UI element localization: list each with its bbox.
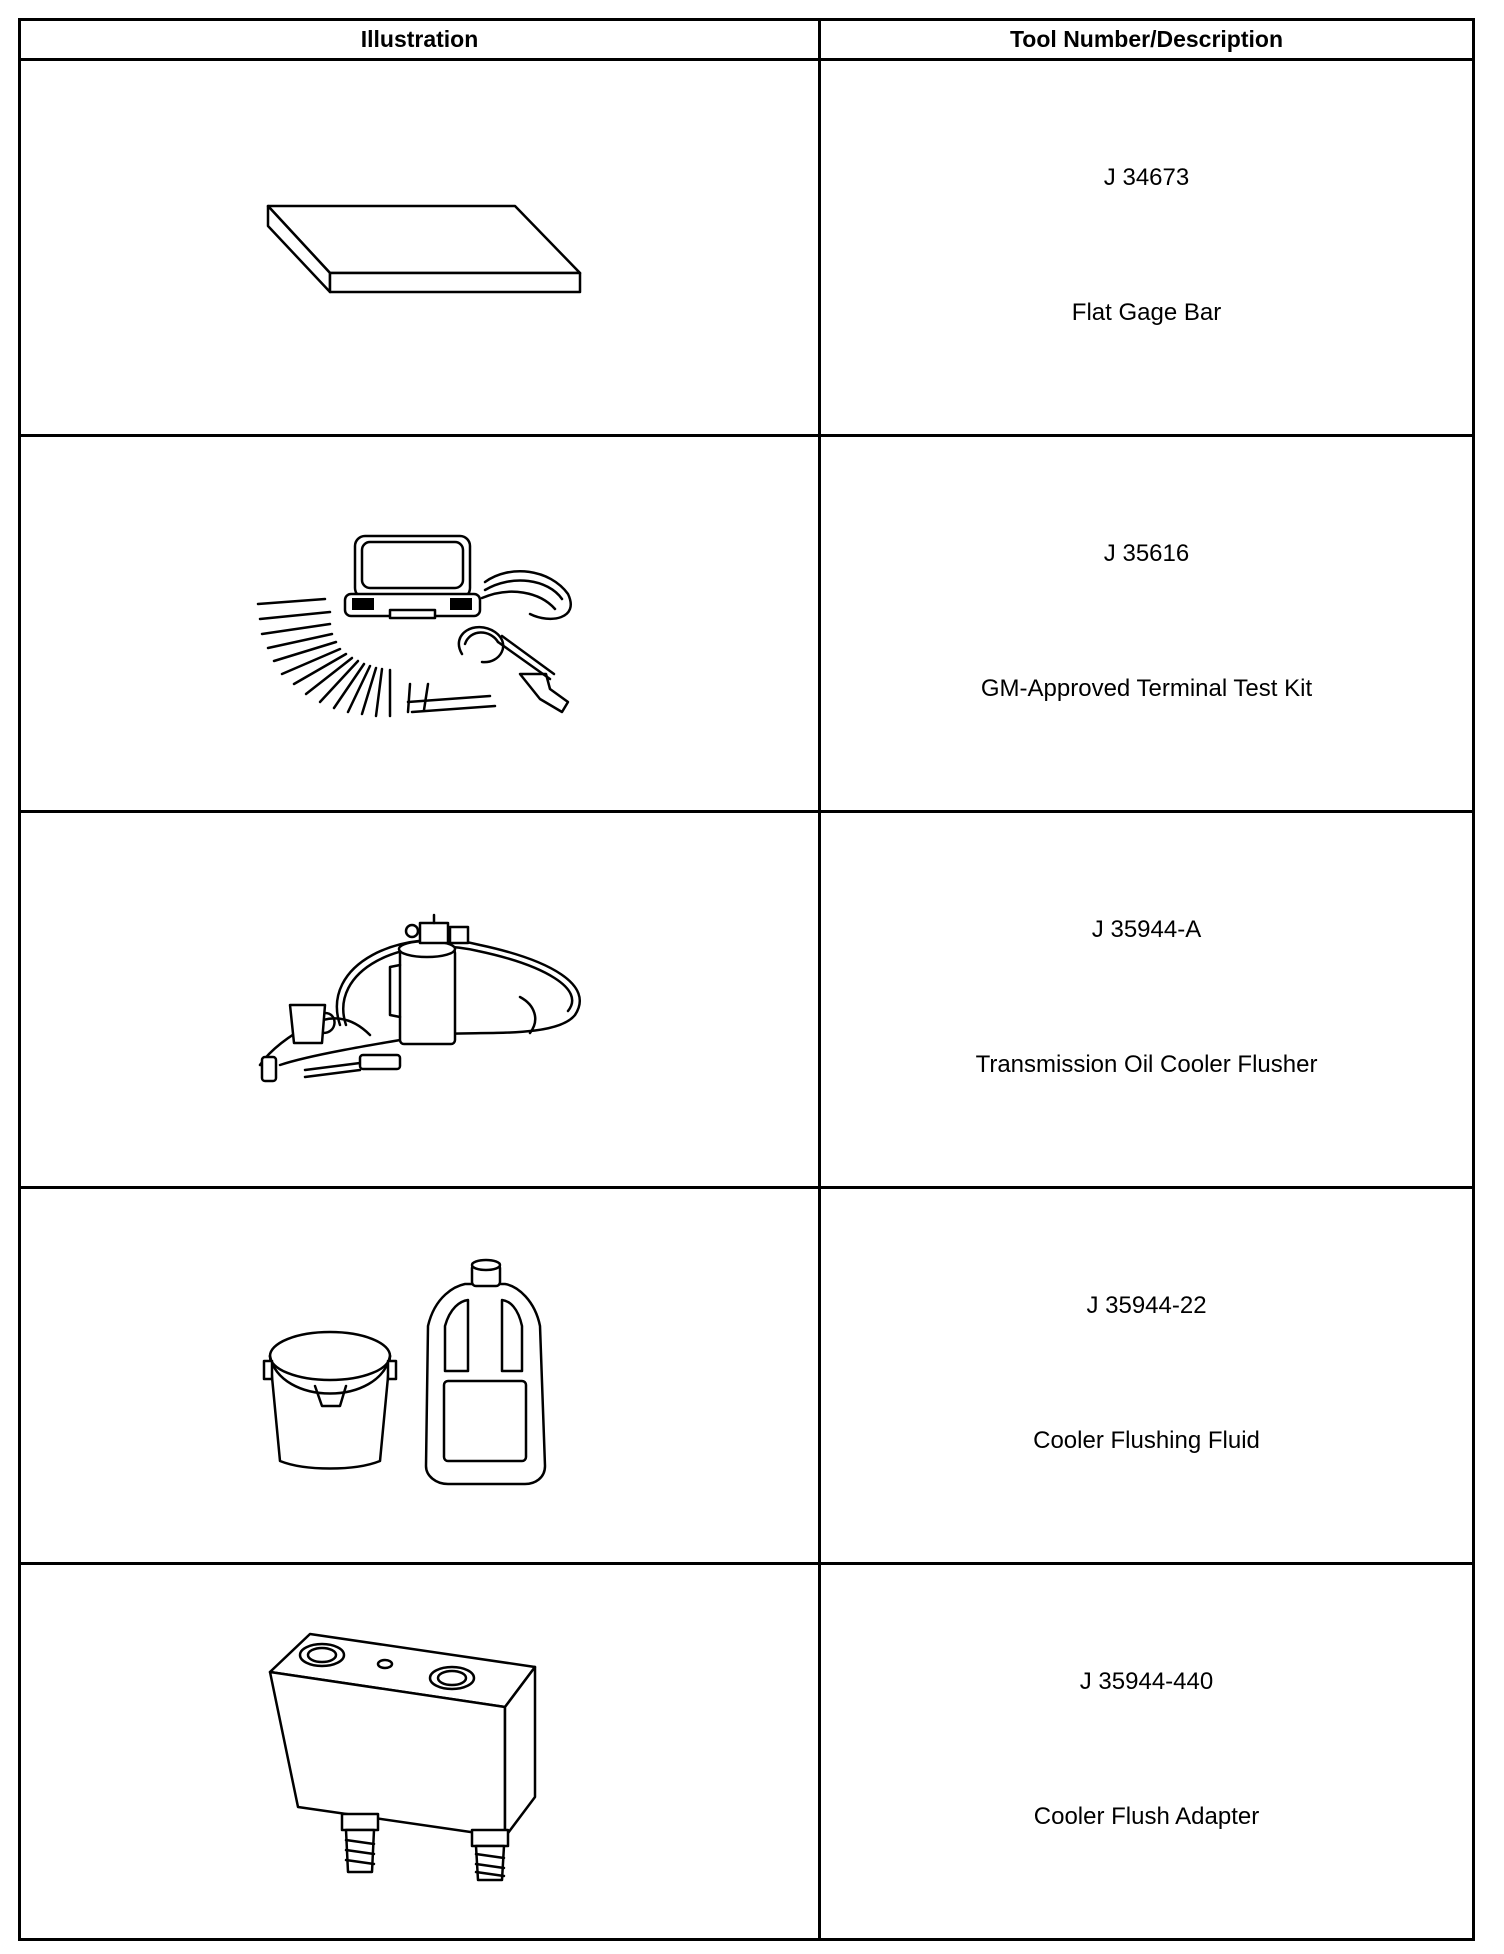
tool-number: J 35944-A (1091, 916, 1202, 943)
table-row (20, 1188, 1474, 1564)
flush-adapter-icon (260, 1622, 580, 1882)
terminal-test-kit-icon (250, 524, 590, 724)
header-tool-number-description: Tool Number/Description (820, 20, 1474, 60)
tool-number: J 35616 (1103, 540, 1190, 567)
tool-description: Transmission Oil Cooler Flusher (975, 1051, 1318, 1078)
illustration-cell (20, 1188, 820, 1564)
illustration-cell (20, 60, 820, 436)
tool-cell (820, 1564, 1474, 1940)
header-illustration: Illustration (20, 20, 820, 60)
tool-description: GM-Approved Terminal Test Kit (980, 675, 1313, 702)
special-tools-table (18, 18, 1475, 1941)
tool-number: J 35944-22 (1086, 1292, 1207, 1319)
tool-description: Cooler Flush Adapter (1033, 1803, 1260, 1830)
cooler-flusher-icon (250, 905, 590, 1095)
tool-number: J 35944-440 (1079, 1668, 1214, 1695)
tool-description: Cooler Flushing Fluid (1033, 1427, 1260, 1454)
table-row (20, 436, 1474, 812)
flat-gage-bar-icon (250, 188, 590, 308)
tool-cell (820, 436, 1474, 812)
flushing-fluid-icon (260, 1256, 580, 1496)
illustration-cell (20, 812, 820, 1188)
tool-description: Flat Gage Bar (1071, 299, 1222, 326)
table-row (20, 60, 1474, 436)
table-row (20, 1564, 1474, 1940)
table-row (20, 812, 1474, 1188)
tool-number: J 34673 (1103, 164, 1190, 191)
table-header-row (20, 20, 1474, 60)
tool-cell (820, 812, 1474, 1188)
illustration-cell (20, 1564, 820, 1940)
tool-cell (820, 60, 1474, 436)
tool-cell (820, 1188, 1474, 1564)
illustration-cell (20, 436, 820, 812)
